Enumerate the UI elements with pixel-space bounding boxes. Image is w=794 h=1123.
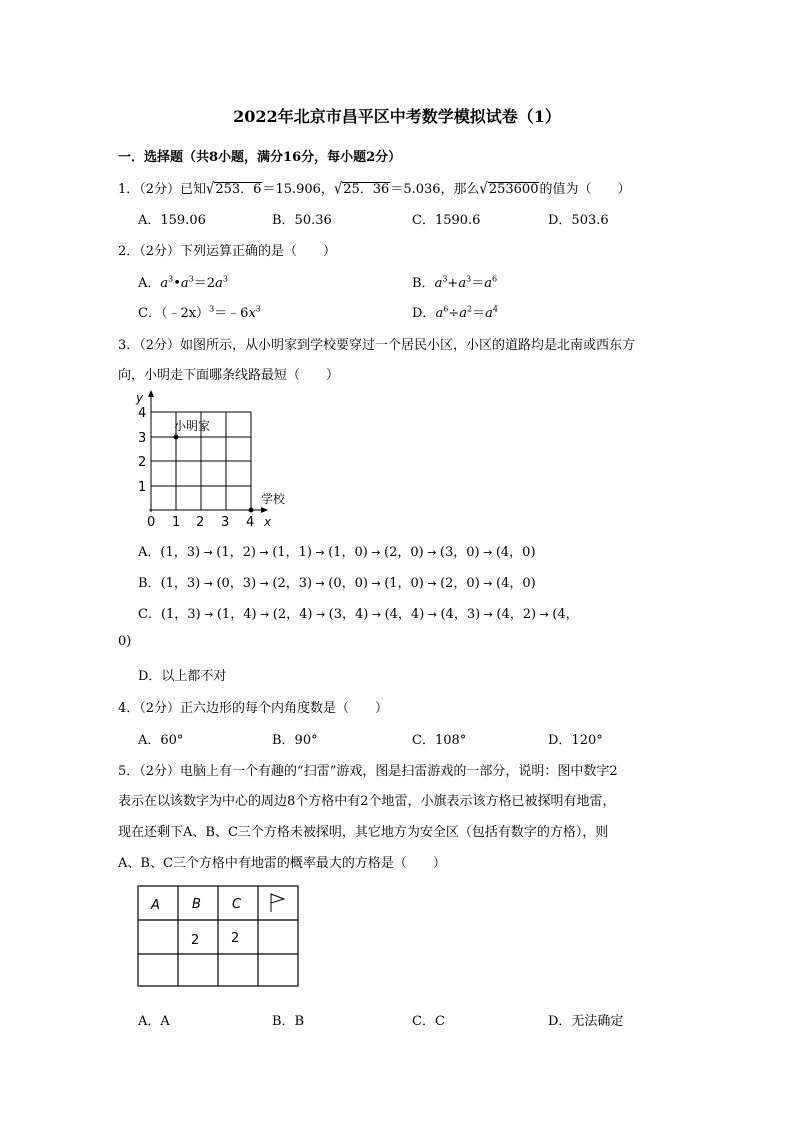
route-point: (2，4) xyxy=(272,607,313,622)
route-point: (2，0) xyxy=(440,576,480,591)
home-label: 小明家 xyxy=(174,419,211,433)
q1-number: 1．（2分）已知 xyxy=(118,182,207,197)
route-point: (1，2) xyxy=(216,545,256,560)
q1-radicand-1: 253．6 xyxy=(215,182,262,197)
route-point: (4，4) xyxy=(384,607,425,622)
x-axis-label: x xyxy=(264,515,272,529)
cell-number-1: 2 xyxy=(191,933,200,948)
route-point: (3，4) xyxy=(328,607,369,622)
q1-radicand-2: 25．36 xyxy=(343,182,390,197)
y-tick-2: 2 xyxy=(138,455,147,470)
q4-option-a[interactable]: A．60° xyxy=(138,733,184,748)
route-point: (4，2) xyxy=(496,607,537,622)
q5-option-c[interactable] xyxy=(412,1010,445,1029)
route-point: (1，1) xyxy=(272,545,312,560)
arrow-icon: → xyxy=(480,608,497,621)
q1-radicand-3: 253600 xyxy=(488,182,539,197)
question-4-stem: 4．（2分）正六边形的每个内角度数是（ ） xyxy=(118,701,389,716)
q5-option-d[interactable] xyxy=(548,1010,623,1029)
route-point: (1，4) xyxy=(216,607,257,622)
arrow-icon: → xyxy=(424,608,441,621)
q2-option-b[interactable]: B．$a^3+a^3=a^6$ xyxy=(412,274,498,291)
route-point: (0，3) xyxy=(216,576,257,591)
route-point: (1，3) xyxy=(160,545,201,560)
arrow-icon: → xyxy=(312,577,329,590)
route-point: (2，3) xyxy=(272,576,313,591)
section-heading: 一．选择题（共8小题，满分16分，每小题2分） xyxy=(118,150,402,165)
q3-option-a[interactable] xyxy=(138,541,536,560)
arrow-icon: → xyxy=(479,577,496,590)
y-tick-4: 4 xyxy=(138,406,147,421)
arrow-icon: → xyxy=(200,577,217,590)
q2-option-c-label: C．（﹣2x） xyxy=(138,306,210,321)
x-tick-3: 3 xyxy=(221,515,230,530)
q5-option-b[interactable] xyxy=(272,1010,304,1029)
q1-value-2: ＝5.036，那么 xyxy=(390,182,480,197)
q1-value-1: ＝15.906， xyxy=(262,182,334,197)
arrow-icon: → xyxy=(255,546,273,559)
question-3-line-2: 向，小明走下面哪条线路最短（ ） xyxy=(118,368,340,383)
y-tick-3: 3 xyxy=(138,431,147,446)
arrow-icon: → xyxy=(311,546,329,559)
y-tick-1: 1 xyxy=(138,480,147,495)
cell-c-label: C xyxy=(232,897,242,912)
q4-option-b[interactable]: B．90° xyxy=(272,733,318,748)
q2-option-a-label: A． xyxy=(138,276,161,291)
q2-option-a[interactable]: A．$a^3•a^3=2a^3$ xyxy=(138,274,228,291)
route-point: (1，3) xyxy=(160,576,201,591)
x-tick-1: 1 xyxy=(172,515,181,530)
flag-icon xyxy=(271,894,284,912)
arrow-icon: → xyxy=(479,546,496,559)
radical-icon: √ xyxy=(333,180,343,199)
x-tick-0: 0 xyxy=(147,515,156,530)
q2-option-b-label: B． xyxy=(412,276,435,291)
x-tick-2: 2 xyxy=(196,515,205,530)
route-point: (1，0) xyxy=(328,545,368,560)
question-5-line-1: 5．（2分）电脑上有一个有趣的“扫雷”游戏，图是扫雷游戏的一部分，说明：图中数字2 xyxy=(118,764,618,779)
minesweeper-grid-lines xyxy=(138,886,298,986)
q4-option-c[interactable]: C．108° xyxy=(412,733,467,748)
q1-option-a[interactable]: A．159.06 xyxy=(138,213,206,228)
page-title: 2022年北京市昌平区中考数学模拟试卷（1） xyxy=(233,107,561,126)
route-point: (0，0) xyxy=(328,576,368,591)
q3-option-c-continued: 0) xyxy=(118,634,132,649)
y-axis-arrow-icon xyxy=(148,390,154,397)
route-point: (4，0) xyxy=(496,576,536,591)
question-5-line-3: 现在还剩下A、B、C三个方格未被探明，其它地方为安全区（包括有数字的方格），则 xyxy=(118,825,609,840)
q1-option-c[interactable]: C．1590.6 xyxy=(412,213,481,228)
cell-number-2: 2 xyxy=(231,931,240,946)
route-point: (4， xyxy=(552,607,579,622)
arrow-icon: → xyxy=(200,546,217,559)
arrow-icon: → xyxy=(312,608,329,621)
arrow-icon: → xyxy=(368,608,385,621)
route-point: (4，0) xyxy=(495,545,536,560)
q1-option-b[interactable]: B．50.36 xyxy=(272,213,332,228)
arrow-icon: → xyxy=(536,608,553,621)
arrow-icon: → xyxy=(367,546,385,559)
minesweeper-grid xyxy=(136,884,302,990)
q3-option-d[interactable]: D．以上都不对 xyxy=(138,669,227,684)
arrow-icon: → xyxy=(256,577,273,590)
q3-option-b[interactable] xyxy=(138,572,536,591)
q1-option-d[interactable]: D．503.6 xyxy=(548,213,609,228)
q5-option-a-text: A．A xyxy=(138,1014,170,1029)
radical-icon: √ xyxy=(206,180,215,199)
question-1-stem xyxy=(118,178,631,197)
q2-option-d-label: D． xyxy=(412,306,436,321)
q5-option-b-text: B．B xyxy=(272,1014,305,1029)
arrow-icon: → xyxy=(367,577,385,590)
option-label: A． xyxy=(138,545,161,560)
school-label: 学校 xyxy=(261,492,286,506)
q2-option-c[interactable]: C．$(﹣2x)^3=﹣6x^3$ xyxy=(138,304,261,321)
question-2-stem: 2．（2分）下列运算正确的是（ ） xyxy=(118,244,337,259)
route-point: (3，0) xyxy=(439,545,480,560)
route-point: (1，3) xyxy=(160,607,201,622)
q5-option-a[interactable] xyxy=(138,1010,170,1029)
question-3-line-1: 3．（2分）如图所示，从小明家到学校要穿过一个居民小区，小区的道路均是北南或西东方 xyxy=(118,338,636,353)
x-axis-arrow-icon xyxy=(261,507,268,513)
arrow-icon: → xyxy=(256,608,273,621)
cell-b-label: B xyxy=(192,897,201,912)
route-point: (2，0) xyxy=(384,545,424,560)
arrow-icon: → xyxy=(423,546,440,559)
q5-option-c-text: C．C xyxy=(412,1014,445,1029)
q4-option-d[interactable]: D．120° xyxy=(548,733,603,748)
option-label: B． xyxy=(138,576,161,591)
q1-tail: 的值为（ ） xyxy=(539,182,631,197)
home-point xyxy=(174,435,179,440)
q3-option-c[interactable] xyxy=(138,603,579,622)
school-point xyxy=(249,508,254,513)
coordinate-grid-figure xyxy=(130,388,300,530)
question-5-line-4: A、B、C三个方格中有地雷的概率最大的方格是（ ） xyxy=(118,856,446,871)
route-point: (1，0) xyxy=(384,576,424,591)
y-axis-label: y xyxy=(136,391,144,405)
route-point: (4，3) xyxy=(440,607,481,622)
cell-a-label: A xyxy=(151,898,160,913)
x-tick-4: 4 xyxy=(246,515,255,530)
arrow-icon: → xyxy=(423,577,441,590)
q2-option-d[interactable]: D．$a^6\div a^2=a^4$ xyxy=(412,304,498,321)
arrow-icon: → xyxy=(200,608,217,621)
question-5-line-2: 表示在以该数字为中心的周边8个方格中有2个地雷，小旗表示该方格已被探明有地雷， xyxy=(118,794,616,809)
radical-icon: √ xyxy=(479,180,488,199)
q5-option-d-text: D．无法确定 xyxy=(548,1014,624,1029)
option-label: C． xyxy=(138,607,161,622)
